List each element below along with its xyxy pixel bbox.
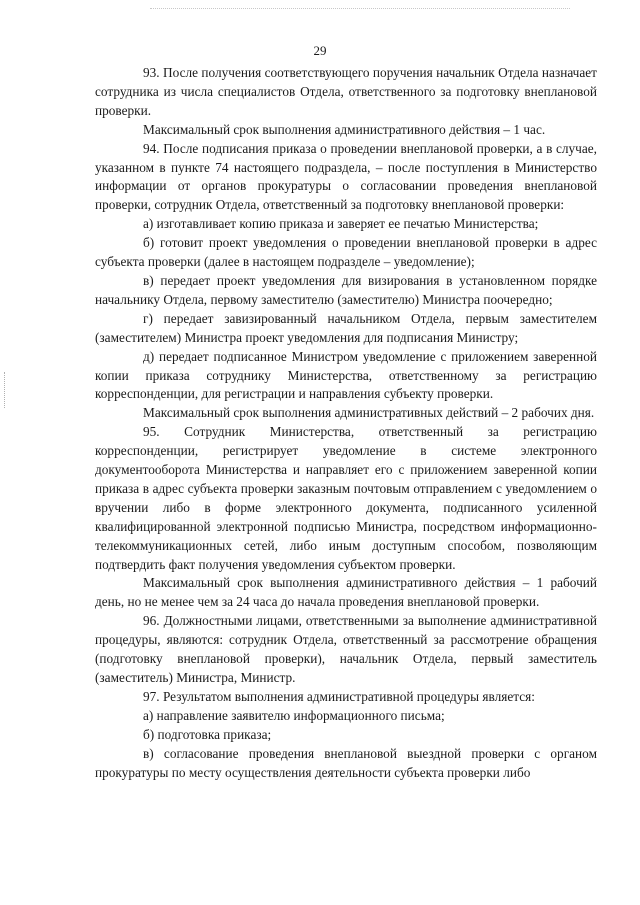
list-item-94a: а) изготавливает копию приказа и заверяет ее печатью Министерства;	[143, 216, 539, 232]
scan-artifact-top	[150, 8, 570, 9]
paragraph-93-deadline: Максимальный срок выполнения административного действия – 1 час.	[143, 121, 546, 137]
list-item-94g: г) передает завизированный начальником Отдела, первым заместителем (заместителем) Министра проект уведомления для подписания Министру;	[95, 310, 597, 345]
paragraph-93: 93. После получения соответствующего поручения начальник Отдела назначает сотрудника из числа специалистов Отдела, ответственного за подготовку внеплановой проверки.	[95, 65, 597, 118]
list-item-97b: б) подготовка приказа;	[143, 726, 272, 742]
paragraph-96: 96. Должностными лицами, ответственными за выполнение административной процедуры, являются: сотрудник Отдела, ответственный за рассмотрение обращения (подготовку внеплановой проверки), начальник Отдела, первый заместитель (заместитель) Министра, Министр.	[95, 613, 597, 685]
list-item-97v: в) согласование проведения внеплановой выездной проверки с органом прокуратуры по месту осуществления деятельности субъекта проверки либо	[95, 745, 597, 780]
paragraph-95: 95. Сотрудник Министерства, ответственный за регистрацию корреспонденции, регистрирует уведомление в системе электронного документооборота Министерства и направляет его с приложением заверенной копии приказа в адрес субъекта проверки заказным почтовым отправлением с уведомлением о вручении либо в форме электронного документа, подписанного усиленной квалифицированной электронной подписью Министра, посредством информационно-телекоммуникационных сетей, либо иным доступным способом, позволяющим подтвердить факт получения уведомления субъектом проверки.	[95, 424, 597, 572]
list-item-94b: б) готовит проект уведомления о проведении внеплановой проверки в адрес субъекта проверки (далее в настоящем подразделе – уведомление);	[95, 235, 597, 270]
list-item-94v: в) передает проект уведомления для визирования в установленном порядке начальнику Отдела, первому заместителю (заместителю) Министра поочередно;	[95, 272, 597, 307]
list-item-94d: д) передает подписанное Министром уведомление с приложением заверенной копии приказа сотруднику Министерства, ответственному за регистрацию корреспонденции, для регистрации и направления субъекту проверки.	[95, 348, 597, 402]
scan-artifact-margin	[4, 372, 9, 408]
document-body	[95, 64, 597, 782]
list-item-97a: а) направление заявителю информационного письма;	[143, 707, 445, 723]
page-number: 29	[313, 43, 327, 58]
paragraph-94-deadline: Максимальный срок выполнения административных действий – 2 рабочих дня.	[143, 405, 595, 421]
paragraph-95-deadline: Максимальный срок выполнения административного действия – 1 рабочий день, но не менее чем за 24 часа до начала проведения внеплановой проверки.	[95, 575, 597, 610]
paragraph-97: 97. Результатом выполнения административной процедуры является:	[143, 688, 535, 704]
paragraph-94: 94. После подписания приказа о проведении внеплановой проверки, а в случае, указанном в пункте 74 настоящего подраздела, – после поступления в Министерство информации от органов прокуратуры о согласовании проведения внеплановой проверки, сотрудник Отдела, ответственный за подготовку внеплановой проверки:	[95, 140, 597, 213]
